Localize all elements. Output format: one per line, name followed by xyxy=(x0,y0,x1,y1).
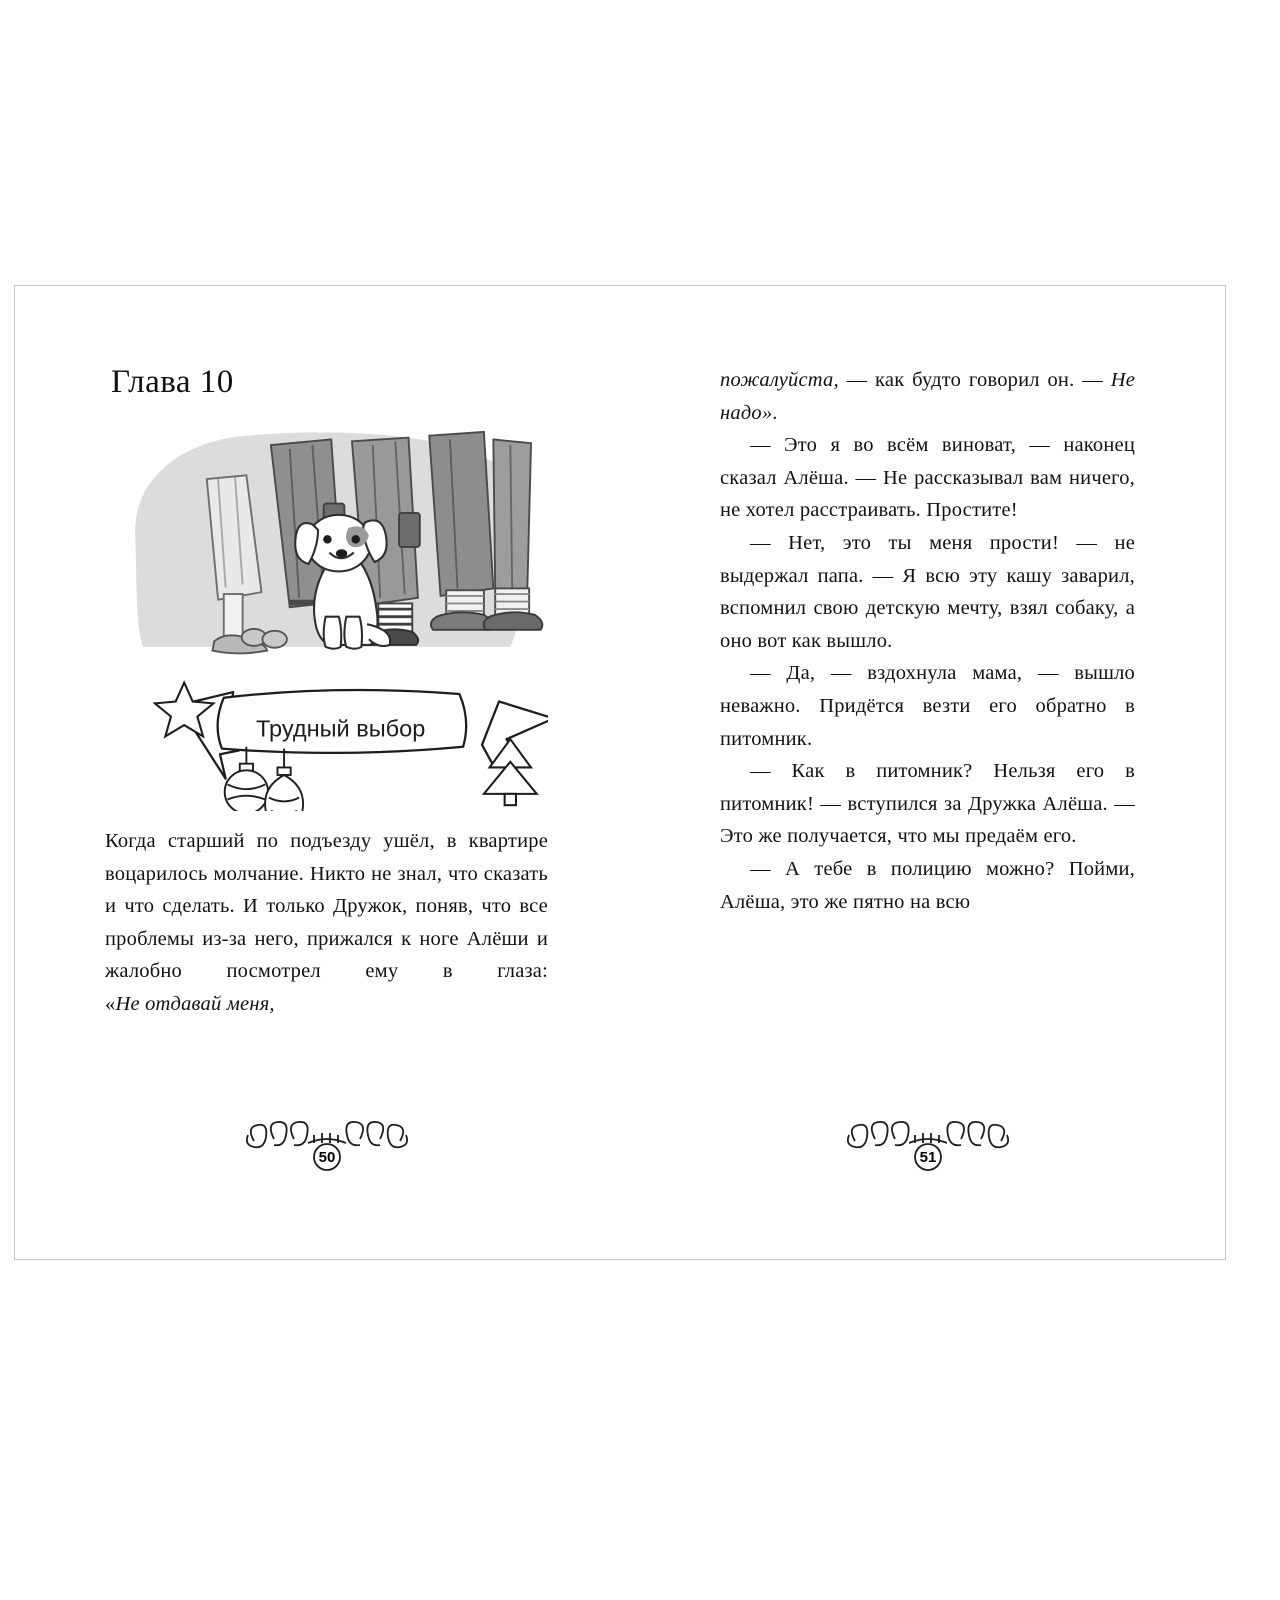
page-folio-right xyxy=(720,1117,1135,1173)
banner-text-label: Трудный выбор xyxy=(255,715,426,742)
paragraph: — А тебе в полицию можно? Пойми, Алёша, это же пятно на всю xyxy=(720,857,1135,913)
paragraph: — Нет, это ты меня прости! — не выдержал папа. — Я всю эту кашу заварил, вспомнил свою детскую мечту, взял собаку, а оно вот как вышло. xyxy=(720,531,1135,652)
page-number-left: 50 xyxy=(318,1149,335,1166)
chapter-title: Глава 10 xyxy=(111,364,234,400)
paragraph: пожалуйста, — как будто говорил он. — Не надо». xyxy=(720,369,1135,424)
paragraph: — Да, — вздохнула мама, — вышло неважно. Придётся везти его обратно в питомник. xyxy=(720,662,1135,750)
left-page xyxy=(15,286,620,1259)
italic-run: пожалуйста, xyxy=(720,369,839,391)
book-spread xyxy=(14,285,1226,1260)
italic-run: Не отдавай меня, xyxy=(115,992,275,1015)
right-page xyxy=(620,286,1225,1259)
italic-run: Не надо» xyxy=(720,369,1135,424)
right-page-body xyxy=(720,364,1135,918)
chapter-illustration xyxy=(105,411,548,811)
page-number-right: 51 xyxy=(919,1149,936,1166)
paragraph: — Это я во всём виноват, — наконец сказал Алёша. — Не рассказывал вам ничего, не хотел расстраивать. Простите! xyxy=(720,434,1135,522)
paragraph: Когда старший по подъезду ушёл, в квартире воцарилось молчание. Никто не знал, что сказать и что сделать. И только Дружок, поняв, что все проблемы из-за него, прижался к ноге Алёши и жалобно посмотрел ему в глаза: «Не отдавай меня, xyxy=(105,830,548,1015)
paragraph: — Как в питомник? Нельзя его в питомник! — вступился за Дружка Алёша. — Это же получается, что мы предаём его. xyxy=(720,760,1135,848)
page-folio-left xyxy=(105,1117,548,1173)
left-page-body xyxy=(105,825,548,1021)
